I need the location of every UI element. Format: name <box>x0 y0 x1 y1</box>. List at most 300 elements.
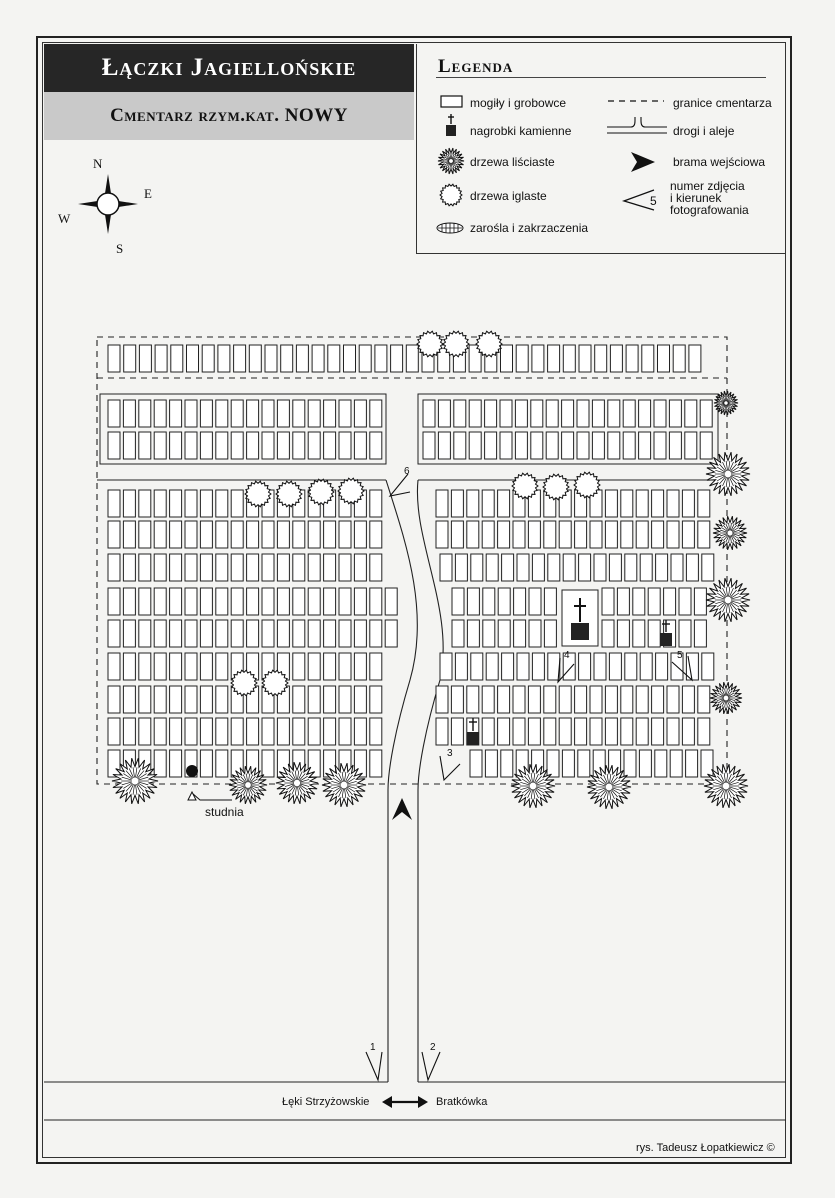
grave <box>324 718 336 745</box>
grave <box>563 345 575 372</box>
grave <box>123 588 135 615</box>
road-label-right: Bratkówka <box>436 1096 488 1108</box>
grave <box>440 653 452 680</box>
grave <box>265 345 277 372</box>
grave <box>354 400 366 427</box>
grave <box>293 521 305 548</box>
grave <box>592 400 604 427</box>
deciduous-tree-icon <box>713 516 747 550</box>
grave <box>682 521 694 548</box>
grave <box>673 345 685 372</box>
grave <box>467 588 479 615</box>
grave <box>498 620 510 647</box>
gate-arrow-icon <box>392 798 412 820</box>
grave <box>308 718 320 745</box>
grave <box>486 554 498 581</box>
grave <box>562 432 574 459</box>
grave <box>324 653 336 680</box>
grave <box>498 718 510 745</box>
grave <box>170 588 182 615</box>
grave <box>608 400 620 427</box>
grave <box>170 620 182 647</box>
grave <box>686 554 698 581</box>
grave <box>575 718 587 745</box>
grave <box>514 620 526 647</box>
compass-n: N <box>93 156 103 171</box>
grave <box>370 490 382 517</box>
grave <box>293 432 305 459</box>
grave <box>277 432 289 459</box>
grave <box>579 653 591 680</box>
grave <box>467 490 479 517</box>
grave <box>658 345 670 372</box>
grave <box>531 400 543 427</box>
grave <box>262 718 274 745</box>
grave <box>339 620 351 647</box>
grave <box>370 620 382 647</box>
grave <box>139 653 151 680</box>
grave <box>602 620 614 647</box>
grave <box>185 432 197 459</box>
grave <box>669 432 681 459</box>
grave <box>139 490 151 517</box>
grave <box>579 554 591 581</box>
grave <box>700 432 712 459</box>
photo-number-4: 4 <box>564 650 570 661</box>
grave <box>528 521 540 548</box>
grave <box>671 554 683 581</box>
photo-number-6: 6 <box>404 466 410 477</box>
grave <box>155 345 167 372</box>
grave <box>108 400 120 427</box>
grave <box>170 400 182 427</box>
grave <box>108 554 120 581</box>
grave <box>544 686 556 713</box>
grave <box>698 521 710 548</box>
grave <box>231 588 243 615</box>
grave <box>544 521 556 548</box>
grave <box>639 400 651 427</box>
grave <box>308 620 320 647</box>
grave <box>262 588 274 615</box>
grave <box>123 718 135 745</box>
photo-direction-marker-3 <box>440 756 460 780</box>
grave <box>139 554 151 581</box>
grave <box>679 588 691 615</box>
grave <box>339 432 351 459</box>
photo-direction-marker-6 <box>390 474 410 496</box>
grave <box>532 345 544 372</box>
grave <box>451 718 463 745</box>
grave <box>639 750 651 777</box>
grave <box>277 521 289 548</box>
grave <box>354 620 366 647</box>
grave <box>609 554 621 581</box>
grave <box>308 432 320 459</box>
grave <box>667 490 679 517</box>
grave <box>655 750 667 777</box>
grave <box>698 490 710 517</box>
grave <box>170 686 182 713</box>
grave <box>247 521 259 548</box>
grave <box>216 490 228 517</box>
grave <box>621 490 633 517</box>
grave <box>249 345 261 372</box>
map-subtitle: Cmentarz rzym.kat. NOWY <box>44 92 414 140</box>
legend-gate: brama wejściowa <box>673 155 766 169</box>
grave <box>354 554 366 581</box>
grave <box>339 653 351 680</box>
grave <box>592 432 604 459</box>
grave <box>344 345 356 372</box>
grave <box>667 718 679 745</box>
grave <box>200 588 212 615</box>
grave <box>436 490 448 517</box>
legend-boundaries: granice cmentarza <box>673 96 772 110</box>
grave <box>216 432 228 459</box>
grave <box>548 554 560 581</box>
grave <box>609 653 621 680</box>
grave <box>139 432 151 459</box>
grave <box>679 620 691 647</box>
grave <box>185 686 197 713</box>
grave <box>482 521 494 548</box>
author-credit: rys. Tadeusz Łopatkiewicz © <box>636 1142 775 1154</box>
grave <box>625 653 637 680</box>
grave <box>170 490 182 517</box>
grave <box>546 432 558 459</box>
legend-photo-sample-number: 5 <box>650 194 657 208</box>
grave <box>575 686 587 713</box>
grave <box>640 554 652 581</box>
grave <box>308 686 320 713</box>
grave <box>640 653 652 680</box>
well-icon <box>186 765 198 777</box>
grave <box>124 345 136 372</box>
grave <box>200 554 212 581</box>
grave <box>682 686 694 713</box>
grave <box>200 718 212 745</box>
grave <box>154 588 166 615</box>
legend-bushes: zarośla i zakrzaczenia <box>470 221 589 235</box>
grave <box>623 432 635 459</box>
grave <box>656 554 668 581</box>
grave <box>123 686 135 713</box>
grave <box>200 432 212 459</box>
grave <box>483 588 495 615</box>
grave <box>262 432 274 459</box>
grave <box>185 400 197 427</box>
photo-number-3: 3 <box>447 748 453 759</box>
grave <box>185 521 197 548</box>
grave <box>123 490 135 517</box>
grave <box>682 490 694 517</box>
grave <box>324 588 336 615</box>
compass-s: S <box>116 241 124 256</box>
grave <box>594 554 606 581</box>
grave <box>231 521 243 548</box>
grave <box>216 718 228 745</box>
grave <box>501 750 513 777</box>
grave <box>636 521 648 548</box>
grave <box>467 521 479 548</box>
grave <box>108 588 120 615</box>
grave <box>423 432 435 459</box>
grave <box>108 686 120 713</box>
grave <box>216 521 228 548</box>
grave <box>562 750 574 777</box>
well-pointer <box>192 793 232 800</box>
grave <box>667 521 679 548</box>
legend-stone-tombs: nagrobki kamienne <box>470 124 572 138</box>
grave <box>324 521 336 548</box>
grave <box>575 521 587 548</box>
photo-number-1: 1 <box>370 1042 376 1053</box>
grave <box>423 400 435 427</box>
grave <box>339 554 351 581</box>
grave <box>500 432 512 459</box>
grave <box>648 620 660 647</box>
grave <box>469 432 481 459</box>
grave <box>686 750 698 777</box>
grave <box>639 432 651 459</box>
grave <box>370 750 382 777</box>
grave <box>486 653 498 680</box>
grave <box>438 432 450 459</box>
grave <box>139 588 151 615</box>
grave <box>498 490 510 517</box>
grave <box>308 521 320 548</box>
grave <box>339 718 351 745</box>
grave <box>154 620 166 647</box>
grave <box>108 718 120 745</box>
grave <box>200 653 212 680</box>
grave <box>451 490 463 517</box>
grave <box>139 400 151 427</box>
grave <box>108 521 120 548</box>
deciduous-tree-icon <box>706 578 750 622</box>
grave <box>171 345 183 372</box>
grave <box>154 490 166 517</box>
grave <box>216 588 228 615</box>
grave <box>605 686 617 713</box>
legend-title: Legenda <box>438 56 514 77</box>
grave <box>123 521 135 548</box>
grave <box>654 432 666 459</box>
grave <box>470 750 482 777</box>
grave <box>370 432 382 459</box>
grave <box>623 400 635 427</box>
grave <box>262 554 274 581</box>
grave <box>485 750 497 777</box>
grave <box>123 653 135 680</box>
grave <box>701 750 713 777</box>
grave <box>702 653 714 680</box>
grave <box>154 400 166 427</box>
grave <box>108 490 120 517</box>
grave <box>277 400 289 427</box>
grave <box>670 750 682 777</box>
compass-w: W <box>58 211 71 226</box>
grave <box>559 686 571 713</box>
grave <box>664 588 676 615</box>
grave <box>123 620 135 647</box>
grave <box>501 345 513 372</box>
grave <box>625 554 637 581</box>
grave <box>200 490 212 517</box>
grave <box>218 345 230 372</box>
grave <box>636 718 648 745</box>
grave <box>247 554 259 581</box>
grave <box>482 490 494 517</box>
grave <box>621 686 633 713</box>
grave <box>669 400 681 427</box>
grave <box>563 554 575 581</box>
grave <box>471 554 483 581</box>
grave <box>139 345 151 372</box>
grave <box>108 750 120 777</box>
grave <box>247 620 259 647</box>
grave <box>108 345 120 372</box>
grave <box>602 588 614 615</box>
deciduous-tree-icon <box>710 682 742 714</box>
grave <box>324 554 336 581</box>
grave <box>482 718 494 745</box>
grave <box>262 750 274 777</box>
grave <box>698 718 710 745</box>
grave <box>578 750 590 777</box>
grave <box>694 620 706 647</box>
grave <box>200 521 212 548</box>
grave <box>385 588 397 615</box>
grave <box>293 554 305 581</box>
grave <box>339 588 351 615</box>
grave <box>262 620 274 647</box>
grave <box>293 620 305 647</box>
grave <box>308 588 320 615</box>
grave <box>498 686 510 713</box>
legend-photo-line1: numer zdjęcia <box>670 179 745 193</box>
grave <box>170 521 182 548</box>
grave <box>108 620 120 647</box>
grave <box>339 521 351 548</box>
grave <box>247 400 259 427</box>
grave <box>139 718 151 745</box>
grave <box>610 345 622 372</box>
grave <box>702 554 714 581</box>
grave <box>652 686 664 713</box>
grave <box>185 588 197 615</box>
grave <box>123 432 135 459</box>
grave <box>293 686 305 713</box>
grave <box>667 686 679 713</box>
legend-deciduous-trees: drzewa liściaste <box>470 155 555 169</box>
legend-photo-line2: i kierunek <box>670 191 722 205</box>
grave <box>617 588 629 615</box>
grave <box>247 432 259 459</box>
grave <box>559 521 571 548</box>
grave <box>682 718 694 745</box>
grave <box>139 686 151 713</box>
grave <box>293 718 305 745</box>
grave <box>231 490 243 517</box>
grave <box>531 432 543 459</box>
grave <box>231 400 243 427</box>
grave <box>200 620 212 647</box>
grave <box>636 490 648 517</box>
grave <box>139 521 151 548</box>
grave <box>234 345 246 372</box>
grave <box>216 653 228 680</box>
grave <box>123 554 135 581</box>
grave <box>471 653 483 680</box>
grave <box>370 588 382 615</box>
grave <box>451 521 463 548</box>
grave <box>185 653 197 680</box>
grave <box>654 400 666 427</box>
grave <box>562 400 574 427</box>
grave <box>548 345 560 372</box>
grave <box>123 400 135 427</box>
grave <box>154 432 166 459</box>
grave <box>277 554 289 581</box>
grave <box>154 521 166 548</box>
grave <box>513 718 525 745</box>
grave <box>354 521 366 548</box>
grave <box>440 554 452 581</box>
grave <box>498 588 510 615</box>
grave <box>652 718 664 745</box>
grave <box>633 588 645 615</box>
grave <box>438 400 450 427</box>
grave <box>452 588 464 615</box>
grave <box>216 750 228 777</box>
grave <box>700 400 712 427</box>
grave <box>514 588 526 615</box>
grave <box>354 653 366 680</box>
grave <box>624 750 636 777</box>
grave <box>277 718 289 745</box>
road-label-left: Łęki Strzyżowskie <box>282 1096 370 1108</box>
grave <box>594 653 606 680</box>
well-label: studnia <box>205 805 244 819</box>
grave <box>685 400 697 427</box>
grave <box>370 686 382 713</box>
grave <box>528 718 540 745</box>
grave <box>436 718 448 745</box>
grave <box>590 521 602 548</box>
grave <box>451 686 463 713</box>
grave <box>633 620 645 647</box>
grave <box>544 620 556 647</box>
grave <box>185 718 197 745</box>
grave <box>513 686 525 713</box>
grave <box>452 620 464 647</box>
grave <box>455 554 467 581</box>
grave <box>605 718 617 745</box>
grave <box>636 686 648 713</box>
grave <box>385 620 397 647</box>
grave <box>559 718 571 745</box>
road-direction-arrow-icon <box>382 1096 428 1108</box>
grave-blocks <box>97 378 727 480</box>
grave <box>485 400 497 427</box>
grave <box>482 686 494 713</box>
grave <box>544 588 556 615</box>
grave <box>532 554 544 581</box>
grave <box>469 400 481 427</box>
map-title: Łączki Jagiellońskie <box>44 44 414 92</box>
